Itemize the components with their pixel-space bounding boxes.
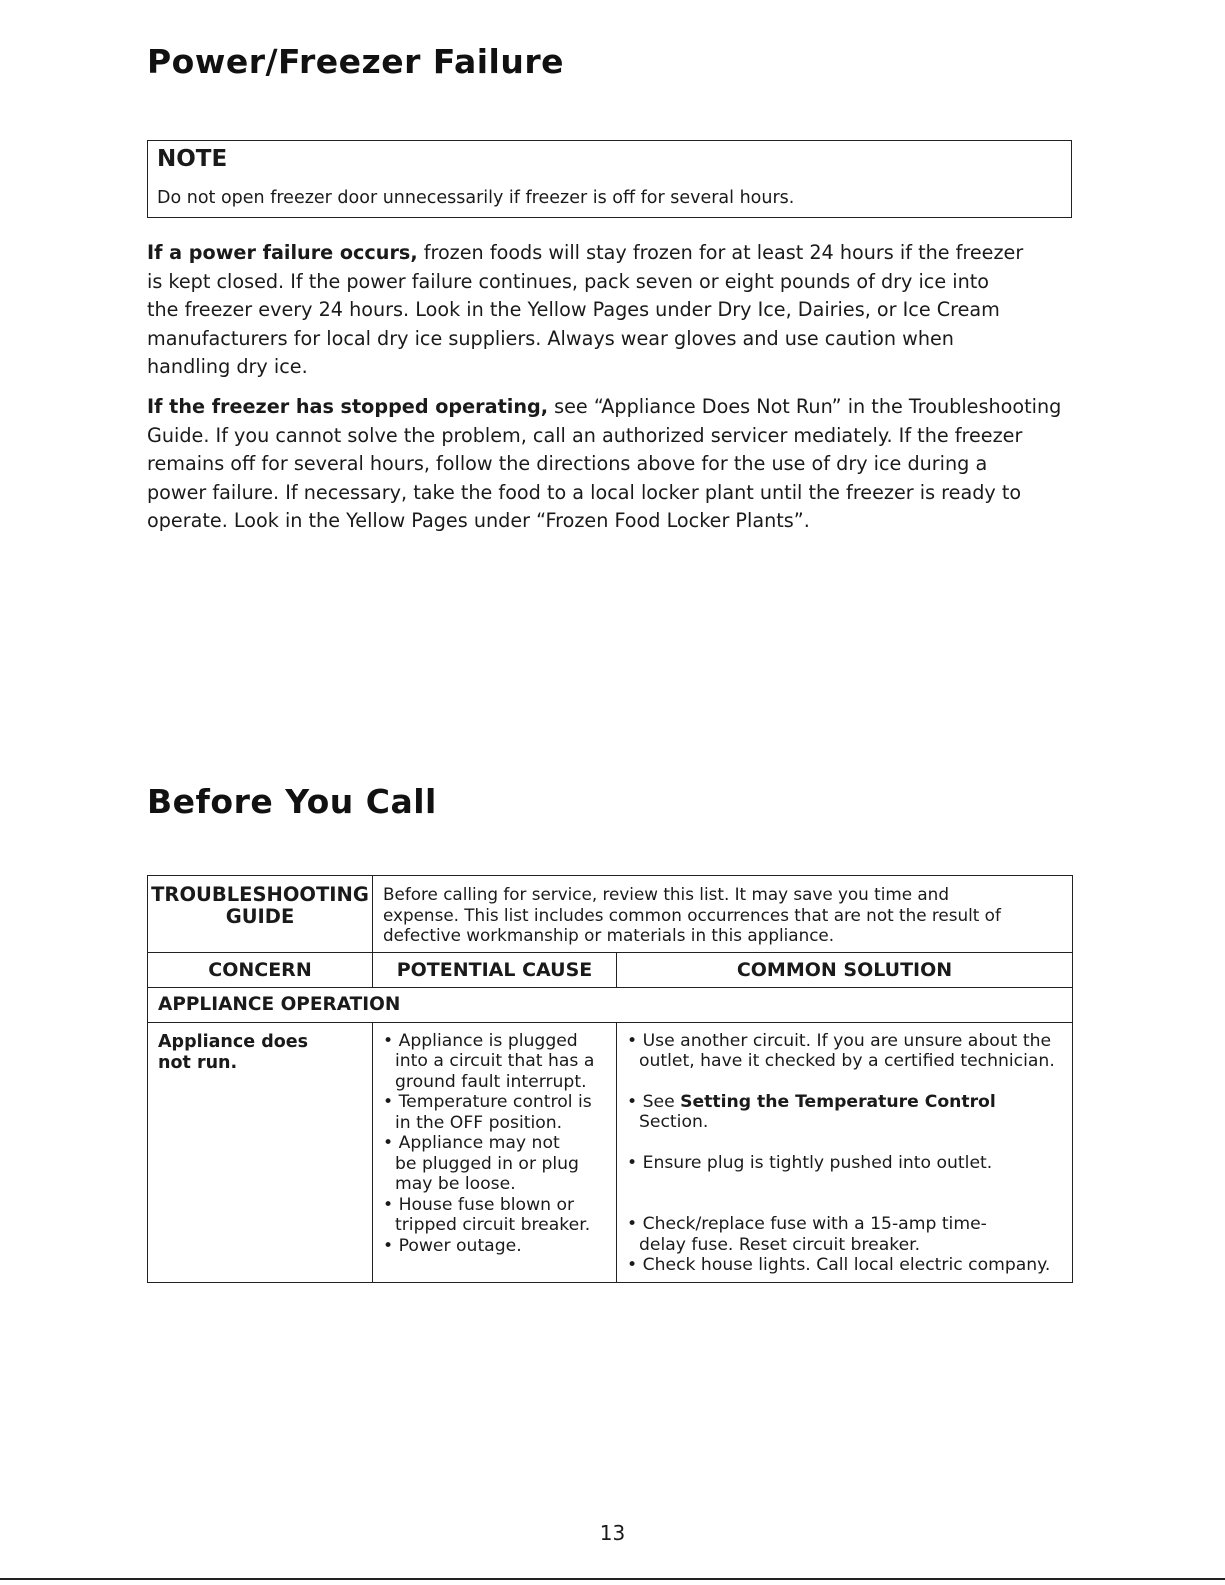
concern-text: not run.: [158, 1052, 238, 1073]
section-title-power-freezer-failure: Power/Freezer Failure: [147, 42, 565, 81]
table-header-row: [148, 952, 1073, 987]
note-box: [147, 140, 1072, 218]
solution-item: • Ensure plug is tightly pushed into outlet.: [627, 1152, 993, 1173]
cause-item: • Appliance is plugged into a circuit that has a ground fault interrupt.: [383, 1030, 595, 1092]
solution-item: • Use another circuit. If you are unsure about the outlet, have it checked by a certified technician.: [627, 1030, 1055, 1071]
header-common-solution: COMMON SOLUTION: [617, 952, 1073, 987]
paragraph-line: is kept closed. If the power failure continues, pack seven or eight pounds of dry ice into: [147, 269, 990, 293]
solution-item: • See Setting the Temperature Control Section.: [627, 1091, 996, 1132]
header-potential-cause: POTENTIAL CAUSE: [373, 952, 617, 987]
paragraph-line: see “Appliance Does Not Run” in the Troubleshooting: [548, 395, 1062, 418]
section-title-before-you-call: Before You Call: [147, 782, 437, 821]
cause-item: • Appliance may not be plugged in or plug may be loose.: [383, 1133, 579, 1194]
guide-title: TROUBLESHOOTING: [151, 883, 369, 906]
cause-item: • Power outage.: [383, 1235, 522, 1256]
solution-item: • Check house lights. Call local electric company.: [627, 1255, 1051, 1275]
note-title: NOTE: [157, 146, 228, 172]
paragraph-lead: If the freezer has stopped operating,: [147, 395, 549, 418]
concern-cell: [148, 1022, 373, 1282]
header-concern: CONCERN: [148, 952, 373, 987]
cause-item: • Temperature control is in the OFF position.: [383, 1092, 592, 1133]
guide-intro-row: [148, 876, 1073, 953]
guide-title: GUIDE: [225, 905, 295, 928]
paragraph-line: handling dry ice.: [147, 355, 308, 378]
guide-title-cell: [148, 876, 373, 953]
paragraph-stopped-operating: [147, 393, 1077, 536]
paragraph-line: operate. Look in the Yellow Pages under “Frozen Food Locker Plants”.: [147, 509, 810, 532]
guide-description-line: expense. This list includes common occurrences that are not the result of: [383, 904, 1001, 925]
table-row: [148, 1022, 1073, 1282]
solution-item: • Check/replace fuse with a 15-amp time- delay fuse. Reset circuit breaker.: [627, 1214, 987, 1255]
paragraph-lead: If a power failure occurs,: [147, 241, 418, 264]
troubleshooting-table: [147, 875, 1073, 1283]
solutions-cell: [617, 1022, 1073, 1282]
guide-description-line: defective workmanship or materials in this appliance.: [383, 925, 835, 945]
paragraph-line: Guide. If you cannot solve the problem, call an authorized servicer mediately. If the freezer: [147, 423, 1023, 447]
paragraph-line: frozen foods will stay frozen for at least 24 hours if the freezer: [417, 241, 1024, 264]
page-number: 13: [599, 1521, 626, 1545]
paragraph-power-failure: [147, 239, 1077, 382]
causes-cell: [373, 1022, 617, 1282]
category-appliance-operation: APPLIANCE OPERATION: [148, 987, 1073, 1022]
cause-item: • House fuse blown or tripped circuit breaker.: [383, 1194, 591, 1235]
bottom-rule: [0, 1578, 1225, 1580]
paragraph-line: the freezer every 24 hours. Look in the Yellow Pages under Dry Ice, Dairies, or Ice Cream: [147, 298, 1000, 321]
concern-text: Appliance does: [158, 1031, 309, 1052]
note-text: Do not open freezer door unnecessarily if freezer is off for several hours.: [157, 188, 795, 208]
paragraph-line: manufacturers for local dry ice suppliers. Always wear gloves and use caution when: [147, 326, 954, 350]
category-row: [148, 987, 1073, 1022]
guide-description-line: Before calling for service, review this list. It may save you time and: [383, 884, 949, 904]
guide-description: [373, 876, 1073, 953]
paragraph-line: power failure. If necessary, take the food to a local locker plant until the freezer is ready to: [147, 480, 1022, 504]
paragraph-line: remains off for several hours, follow the directions above for the use of dry ice during a: [147, 452, 988, 475]
